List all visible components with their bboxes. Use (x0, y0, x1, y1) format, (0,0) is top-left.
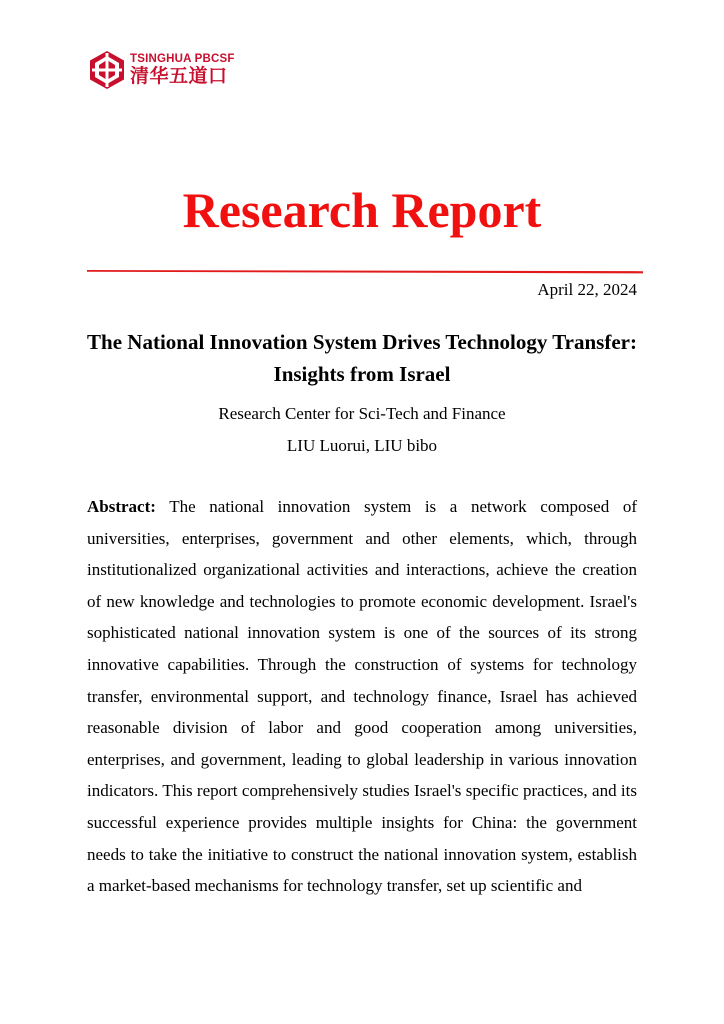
abstract (87, 491, 637, 902)
report-date: April 22, 2024 (537, 280, 637, 299)
abstract-text: The national innovation system is a network composed of universities, enterprises, government and other elements, which, through institutionalized organizational activities and interactions, achieve the creation of new knowledge and technologies to promote economic development. Israel's sophisticated national innovation system is one of the sources of its strong innovative capabilities. Through the construction of systems for technology transfer, environmental support, and technology finance, Israel has achieved reasonable division of labor and good cooperation among universities, enterprises, and government, leading to global leadership in various innovation indicators. This report comprehensively studies Israel's specific practices, and its successful experience provides multiple insights for China: the government needs to take the initiative to construct the national innovation system, establish a market-based mechanisms for technology transfer, set up scientific and (87, 497, 637, 896)
organization: Research Center for Sci-Tech and Finance (218, 404, 506, 423)
title-divider (87, 268, 643, 274)
logo-chinese-text: 清华五道口 (130, 64, 228, 87)
tsinghua-emblem-icon (88, 50, 126, 90)
logo-english-text: TSINGHUA PBCSF (130, 53, 235, 66)
authors: LIU Luorui, LIU bibo (286, 436, 438, 455)
tsinghua-pbcsf-logo (88, 50, 235, 90)
report-title: Research Report (182, 182, 542, 238)
paper-title: The National Innovation System Drives Technology Transfer: Insights from Israel (87, 330, 637, 386)
abstract-label: Abstract: (87, 497, 156, 516)
